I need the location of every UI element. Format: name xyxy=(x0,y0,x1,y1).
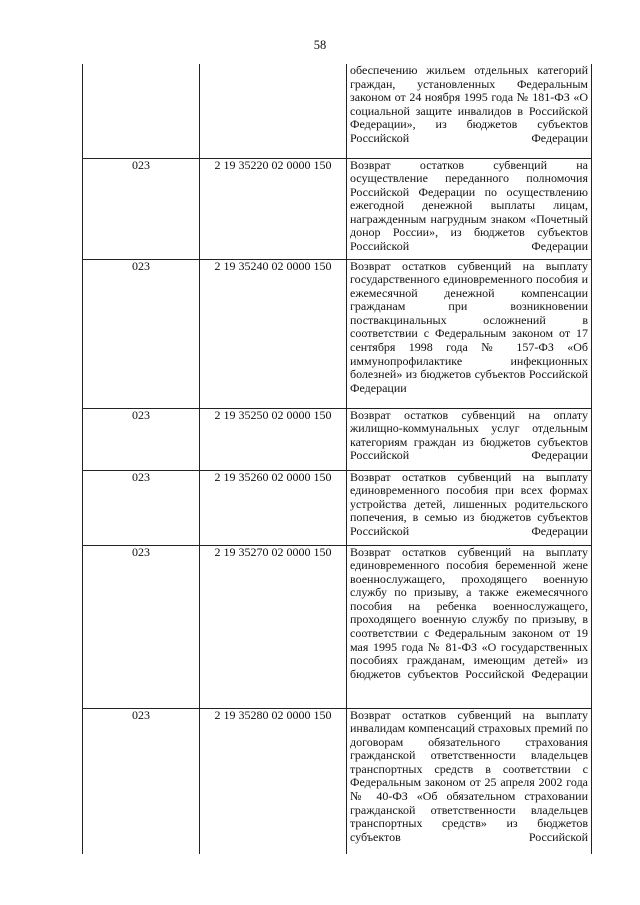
budget-code-cell: 2 19 35240 02 0000 150 xyxy=(200,259,347,408)
admin-code-cell: 023 xyxy=(83,158,200,259)
table-row xyxy=(83,408,592,470)
budget-code-cell xyxy=(200,64,347,158)
budget-code-cell: 2 19 35260 02 0000 150 xyxy=(200,470,347,545)
table-row xyxy=(83,158,592,259)
admin-code-cell: 023 xyxy=(83,408,200,470)
budget-code-cell: 2 19 35270 02 0000 150 xyxy=(200,545,347,708)
table-row xyxy=(83,708,592,854)
description-cell: Возврат остатков субвенций на выплату единовременного пособия при всех формах устройства детей, лишенных родительского попечения, в семью из бюджетов субъектов Российской Федерации xyxy=(347,470,592,545)
table-row xyxy=(83,259,592,408)
description-cell: обеспечению жильем отдельных категорий граждан, установленных Федеральным законом от 24 ноября 1995 года № 181-ФЗ «О социальной защите инвалидов в Российской Федерации», из бюджетов субъектов Российской Федерации xyxy=(347,64,592,158)
table-row xyxy=(83,545,592,708)
description-cell: Возврат остатков субвенций на выплату государственного единовременного пособия и ежемесячной денежной компенсации гражданам при возникновении поствакцинальных осложнений в соответствии с Федеральным законом от 17 сентября 1998 года № 157-ФЗ «Об иммунопрофилактике инфекционных болезней» из бюджетов субъектов Российской Федерации xyxy=(347,259,592,408)
budget-code-cell: 2 19 35250 02 0000 150 xyxy=(200,408,347,470)
page-number: 58 xyxy=(313,38,327,52)
admin-code-cell xyxy=(83,64,200,158)
table-row xyxy=(83,470,592,545)
admin-code-cell: 023 xyxy=(83,545,200,708)
description-cell: Возврат остатков субвенций на оплату жилищно-коммунальных услуг отдельным категориям граждан из бюджетов субъектов Российской Федерации xyxy=(347,408,592,470)
budget-code-cell: 2 19 35280 02 0000 150 xyxy=(200,708,347,854)
budget-code-cell: 2 19 35220 02 0000 150 xyxy=(200,158,347,259)
admin-code-cell: 023 xyxy=(83,708,200,854)
admin-code-cell: 023 xyxy=(83,470,200,545)
admin-code-cell: 023 xyxy=(83,259,200,408)
table-row xyxy=(83,64,592,158)
budget-codes-table xyxy=(82,64,592,854)
description-cell: Возврат остатков субвенций на выплату инвалидам компенсаций страховых премий по договорам обязательного страхования гражданской ответственности владельцев транспортных средств в соответствии с Федеральным законом от 25 апреля 2002 года № 40-ФЗ «Об обязательном страховании гражданской ответственности владельцев транспортных средств» из бюджетов субъектов Российской xyxy=(347,708,592,854)
description-cell: Возврат остатков субвенций на выплату единовременного пособия беременной жене военнослужащего, проходящего военную службу по призыву, а также ежемесячного пособия на ребенка военнослужащего, проходящего военную службу по призыву, в соответствии с Федеральным законом от 19 мая 1995 года № 81-ФЗ «О государственных пособиях гражданам, имеющим детей» из бюджетов субъектов Российской Федерации xyxy=(347,545,592,708)
description-cell: Возврат остатков субвенций на осуществление переданного полномочия Российской Федерации по осуществлению ежегодной денежной выплаты лицам, награжденным нагрудным знаком «Почетный донор России», из бюджетов субъектов Российской Федерации xyxy=(347,158,592,259)
